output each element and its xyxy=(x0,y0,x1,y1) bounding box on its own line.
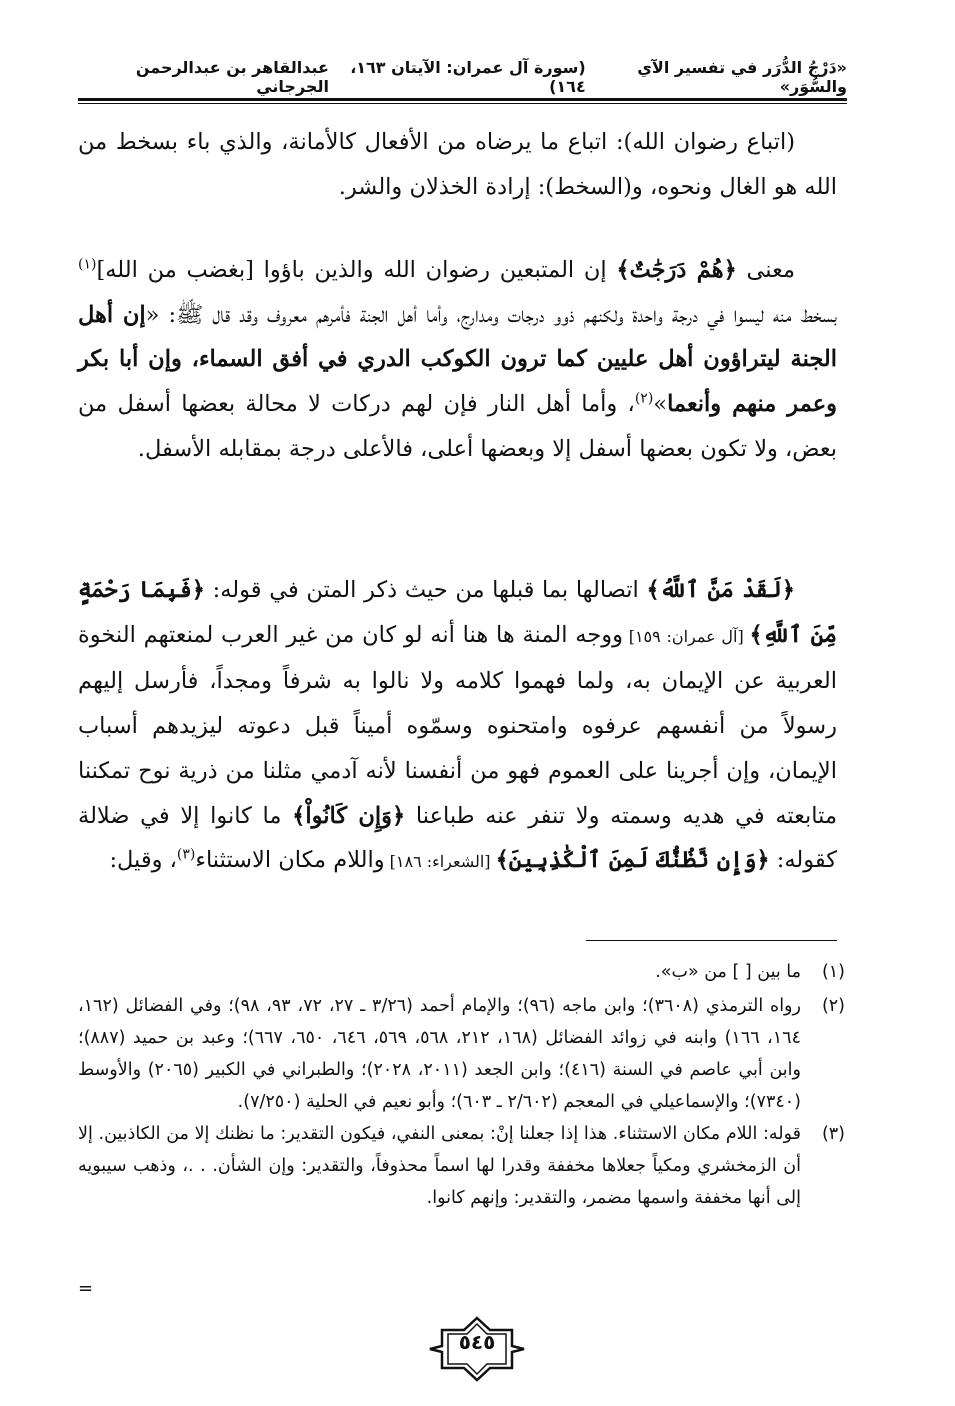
p2-text-a: معنى xyxy=(736,257,795,283)
header-surah-reference: (سورة آل عمران: الآيتان ١٦٣، ١٦٤) xyxy=(350,58,586,96)
footnote-ref-2[interactable]: (٢) xyxy=(634,390,654,407)
verse-reference-al-imran: [آل عمران: ١٥٩] xyxy=(622,626,750,646)
header-book-title: «دَرْجُ الدُّرَر في تفسير الآي والسُّوَر» xyxy=(637,58,847,96)
footnote-text: ما بين [ ] من «ب». xyxy=(655,962,801,982)
footnote-number: (٢) xyxy=(821,996,845,1016)
footnote-1 xyxy=(78,956,845,988)
p2-text-c: بسخط منه ليسوا في درجة واحدة ولكنهم ذوو درجات ومدارج، وأما أهل الجنة فأمرهم معروف وقد قال ﷺ: « xyxy=(145,301,837,328)
quran-quote-wa-in-nazunnuka: ﴿وَإِن نَّظُنُّكَ لَمِنَ ٱلْكَٰذِبِينَ﴾ xyxy=(495,847,770,874)
footnote-2 xyxy=(78,990,845,1118)
p3-text-c: ما كانوا إلا في ضلالة كقوله: xyxy=(78,802,837,874)
p2-text-d: » xyxy=(653,391,668,418)
footnote-ref-1[interactable]: (١) xyxy=(78,256,97,273)
p2-text-e: ، وأما أهل النار فإن لهم دركات لا محالة بعضها أسفل من بعض، ولا تكون بعضها أسفل إلا وبعضها أعلى، فالأعلى درجة بمقابله الأسفل. xyxy=(78,391,837,462)
p3-text-d: واللام مكان الاستثناء xyxy=(195,847,385,874)
footnote-number: (٣) xyxy=(821,1124,845,1144)
p3-text-b: ووجه المنة ها هنا أنه لو كان من غير العرب لمنعتهم النخوة العربية عن الإيمان به، ولما فهموا كلامه ولا نالوا به شرفاً ومجداً، فأرسل إليهم رسولاً من أنفسهم عرفوه وامتحنوه وسمّوه أميناً قبل دعوته ليزيدهم أسباب الإيمان، وإن أجرينا على العموم فهو من أنفسنا لأنه آدمي مثلنا من ذرية نوح تمكننا متابعته في هديه وسمته ولا تنفر عنه طباعنا xyxy=(78,621,838,829)
quran-quote-fabima-rahmatin: ﴿فَبِمَا رَحْمَةٍ مِّنَ ٱللَّهِ﴾ xyxy=(78,577,838,648)
hadith-quote: إن أهل الجنة ليتراؤون أهل عليين كما ترون الكوكب الدري في أفق السماء، وإن أبا بكر وعمر منهم وأنعما xyxy=(78,301,837,418)
quran-quote-wa-in-kanu: ﴿وَإِن كَانُواْ﴾ xyxy=(292,802,406,829)
paragraph-3 xyxy=(78,568,837,885)
paragraph-1: (اتباع رضوان الله): اتباع ما يرضاه من الأفعال كالأمانة، والذي باء بسخط من الله هو الغال ونحوه، و(السخط): إرادة الخذلان والشر. xyxy=(78,129,837,200)
header-author: عبدالقاهر بن عبدالرحمن الجرجاني xyxy=(135,58,329,96)
p3-text-a: اتصالها بما قبلها من حيث ذكر المتن في قوله: xyxy=(205,577,647,603)
footnote-ref-3[interactable]: (٣) xyxy=(176,846,196,863)
footnote-separator xyxy=(586,940,837,941)
page-number-ornament xyxy=(428,1316,526,1382)
header-rule-thin xyxy=(78,103,847,104)
page-number: ٥٤٥ xyxy=(458,1330,496,1354)
footnote-3 xyxy=(78,1118,845,1214)
quran-quote-hum-darajat: ﴿هُمْ دَرَجَٰتٌ﴾ xyxy=(616,257,737,283)
quran-quote-laqad-manna: ﴿لَقَدْ مَنَّ ٱللَّهُ﴾ xyxy=(646,577,795,603)
p2-text-b: إن المتبعين رضوان الله والذين باؤوا [بغضب من الله] xyxy=(96,257,617,283)
header-rule xyxy=(78,98,847,101)
paragraph-2 xyxy=(78,248,837,472)
footnote-number: (١) xyxy=(821,962,845,982)
footnote-text: رواه الترمذي (٣٦٠٨)؛ وابن ماجه (٩٦)؛ والإمام أحمد (٣/٢٦ ـ ٢٧، ٧٢، ٩٣، ٩٨)؛ وفي الفضائل (١٦٢، ١٦٤، ١٦٦) وابنه في زوائد الفضائل (١٦٨، ٢١٢، ٥٦٨، ٥٦٩، ٦٤٦، ٦٥٠، ٦٦٧)؛ وعبد بن حميد (٨٨٧)؛ وابن أبي عاصم في السنة (٤١٦)؛ وابن الجعد (٢٠١١، ٢٠٢٨)؛ والطبراني في الكبير (٢٠٦٥) والأوسط (٧٣٤٠)؛ والإسماعيلي في المعجم (٢/٦٠٢ ـ ٦٠٣)؛ وأبو نعيم في الحلية (٧/٢٥٠). xyxy=(78,996,801,1112)
p3-text-e: ، وقيل: xyxy=(109,847,177,874)
running-header xyxy=(78,58,847,96)
continuation-mark: = xyxy=(78,1278,94,1299)
footnote-text: قوله: اللام مكان الاستثناء. هذا إذا جعلنا إنْ: بمعنى النفي، فيكون التقدير: ما نظنك إلا من الكاذبين. إلا أن الزمخشري ومكياً جعلاها مخففة وقدرا لها اسماً محذوفاً، والتقدير: وإن الشأن. . .، وذهب سيبويه إلى أنها مخففة واسمها مضمر، والتقدير: وإنهم كانوا. xyxy=(78,1124,801,1208)
verse-reference-shuara: [الشعراء: ١٨٦] xyxy=(384,852,496,872)
footnotes xyxy=(78,956,845,1214)
